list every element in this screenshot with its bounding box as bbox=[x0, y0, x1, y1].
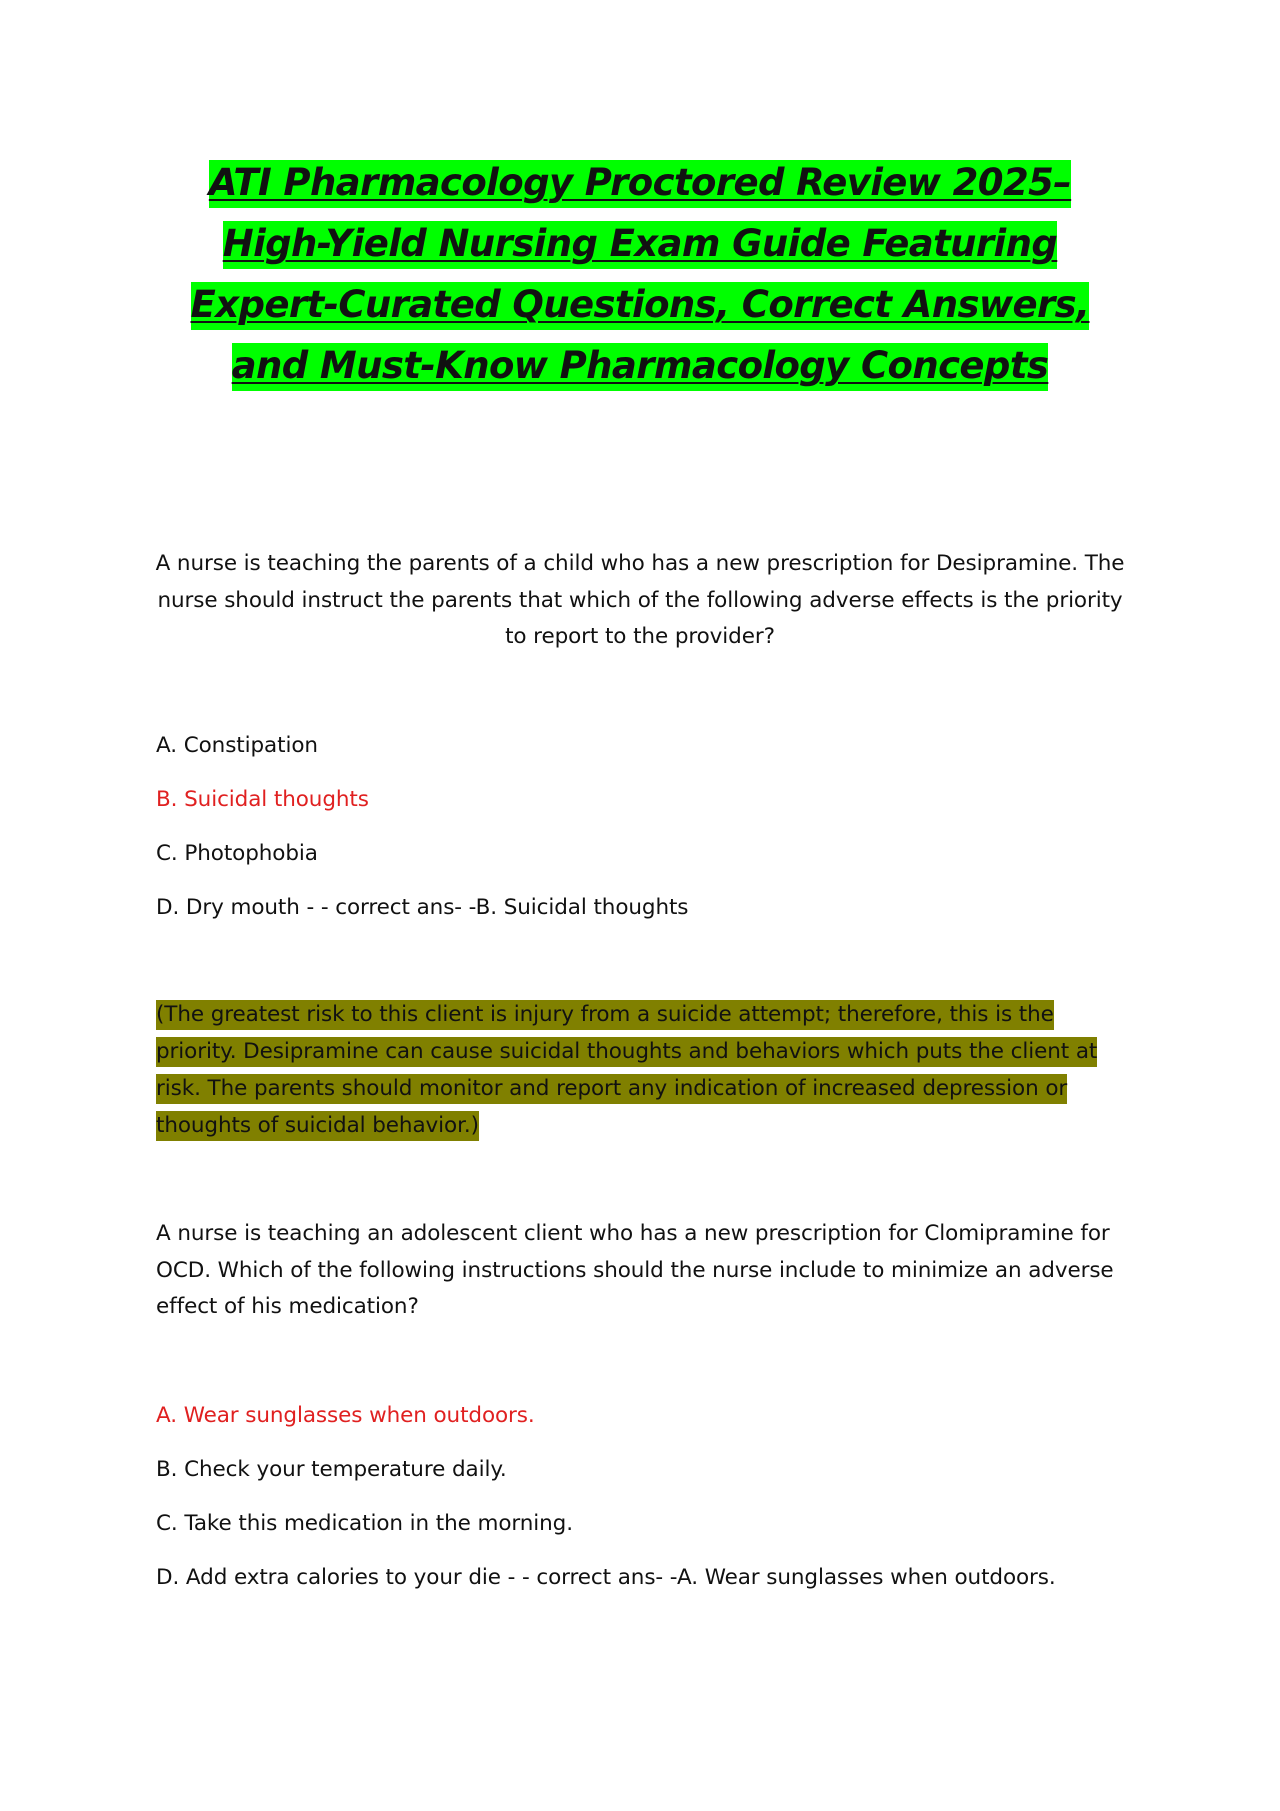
question-2-stem: A nurse is teaching an adolescent client who has a new prescription for Clomipramine for OCD. Which of the following instructions should the nurse include to minimize an adverse effect of his medication? bbox=[156, 1221, 1114, 1319]
question-1-option-a: A. Constipation bbox=[156, 733, 318, 758]
question-1-stem: A nurse is teaching the parents of a child who has a new prescription for Desipramine. The nurse should instruct the parents that which of the following adverse effects is the priority to report to the provider? bbox=[155, 551, 1125, 649]
document-title bbox=[150, 152, 1130, 396]
question-2-option-c: C. Take this medication in the morning. bbox=[156, 1511, 573, 1536]
title-highlight: ATI Pharmacology Proctored Review 2025– High-Yield Nursing Exam Guide Featuring Expert-Curated Questions, Correct Answers, and Must-Know Pharmacology Concepts bbox=[191, 160, 1090, 391]
question-2-option-d-with-answer: D. Add extra calories to your die - - correct ans- -A. Wear sunglasses when outdoors. bbox=[156, 1565, 1056, 1590]
question-1-option-d-with-answer: D. Dry mouth - - correct ans- -B. Suicidal thoughts bbox=[156, 895, 689, 920]
question-1-explanation bbox=[156, 996, 1136, 1144]
question-2-option-a-correct: A. Wear sunglasses when outdoors. bbox=[156, 1403, 535, 1428]
question-1-option-c: C. Photophobia bbox=[156, 841, 318, 866]
question-2-option-b: B. Check your temperature daily. bbox=[156, 1457, 507, 1482]
question-1-option-b-correct: B. Suicidal thoughts bbox=[156, 787, 369, 812]
explanation-highlight: (The greatest risk to this client is injury from a suicide attempt; therefore, this is the priority. Desipramine can cause suicidal thoughts and behaviors which puts the client at risk. The parents should monitor and report any indication of increased depression or thoughts of suicidal behavior.) bbox=[156, 1000, 1097, 1141]
